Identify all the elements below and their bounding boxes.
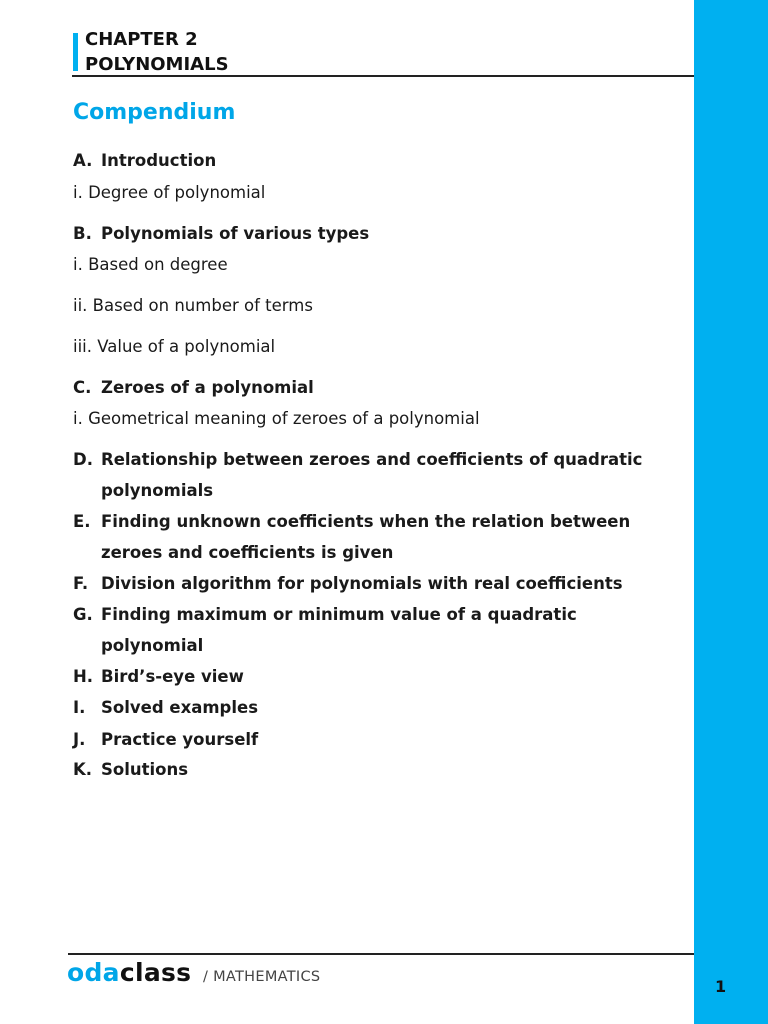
- section-letter: I.: [73, 698, 86, 717]
- section-letter: A.: [73, 151, 93, 170]
- section-title-continued: zeroes and coefficients is given: [101, 543, 394, 562]
- section-k: [73, 754, 188, 785]
- brand-oda: oda: [67, 958, 120, 987]
- chapter-title: POLYNOMIALS: [85, 54, 229, 75]
- section-a: [73, 145, 216, 176]
- header-divider: [72, 75, 694, 77]
- subsection-item: ii. Based on number of terms: [73, 296, 313, 315]
- section-g: [73, 599, 577, 661]
- section-title: Solutions: [101, 760, 189, 779]
- section-i: [73, 692, 258, 723]
- section-letter: E.: [73, 512, 91, 531]
- section-letter: D.: [73, 450, 93, 469]
- subsection-item: i. Geometrical meaning of zeroes of a polynomial: [73, 409, 480, 428]
- section-letter: J.: [73, 730, 86, 749]
- subsection-item: i. Based on degree: [73, 255, 228, 274]
- section-title-continued: polynomials: [101, 481, 214, 500]
- section-b: [73, 218, 369, 249]
- compendium-heading: Compendium: [73, 100, 236, 125]
- chapter-header: [85, 27, 229, 77]
- section-title: Relationship between zeroes and coefficients of quadratic: [101, 450, 643, 469]
- section-title: Polynomials of various types: [101, 224, 370, 243]
- page-number: 1: [715, 977, 727, 996]
- section-c: [73, 372, 314, 403]
- header-accent-bar: [73, 33, 78, 71]
- section-title: Introduction: [101, 151, 217, 170]
- section-j: [73, 724, 258, 755]
- section-title: Finding unknown coefficients when the relation between: [101, 512, 631, 531]
- footer-subject: / MATHEMATICS: [203, 969, 321, 985]
- section-title-continued: polynomial: [101, 636, 204, 655]
- side-color-bar: [694, 0, 768, 1024]
- section-h: [73, 661, 244, 692]
- section-title: Division algorithm for polynomials with real coefficients: [101, 574, 623, 593]
- brand-class: class: [119, 958, 192, 987]
- section-letter: K.: [73, 760, 93, 779]
- subsection-item: iii. Value of a polynomial: [73, 337, 276, 356]
- section-letter: F.: [73, 574, 89, 593]
- section-d: [73, 444, 642, 506]
- section-title: Practice yourself: [101, 730, 259, 749]
- section-title: Bird’s-eye view: [101, 667, 244, 686]
- brand-logo: [67, 958, 191, 987]
- section-title: Zeroes of a polynomial: [101, 378, 314, 397]
- section-title: Finding maximum or minimum value of a quadratic: [101, 605, 577, 624]
- section-letter: B.: [73, 224, 92, 243]
- section-letter: C.: [73, 378, 92, 397]
- chapter-number: CHAPTER 2: [85, 29, 198, 50]
- subsection-item: i. Degree of polynomial: [73, 183, 266, 202]
- section-letter: H.: [73, 667, 94, 686]
- section-title: Solved examples: [101, 698, 259, 717]
- footer-divider: [68, 953, 694, 955]
- section-letter: G.: [73, 605, 93, 624]
- section-e: [73, 506, 630, 568]
- section-f: [73, 568, 623, 599]
